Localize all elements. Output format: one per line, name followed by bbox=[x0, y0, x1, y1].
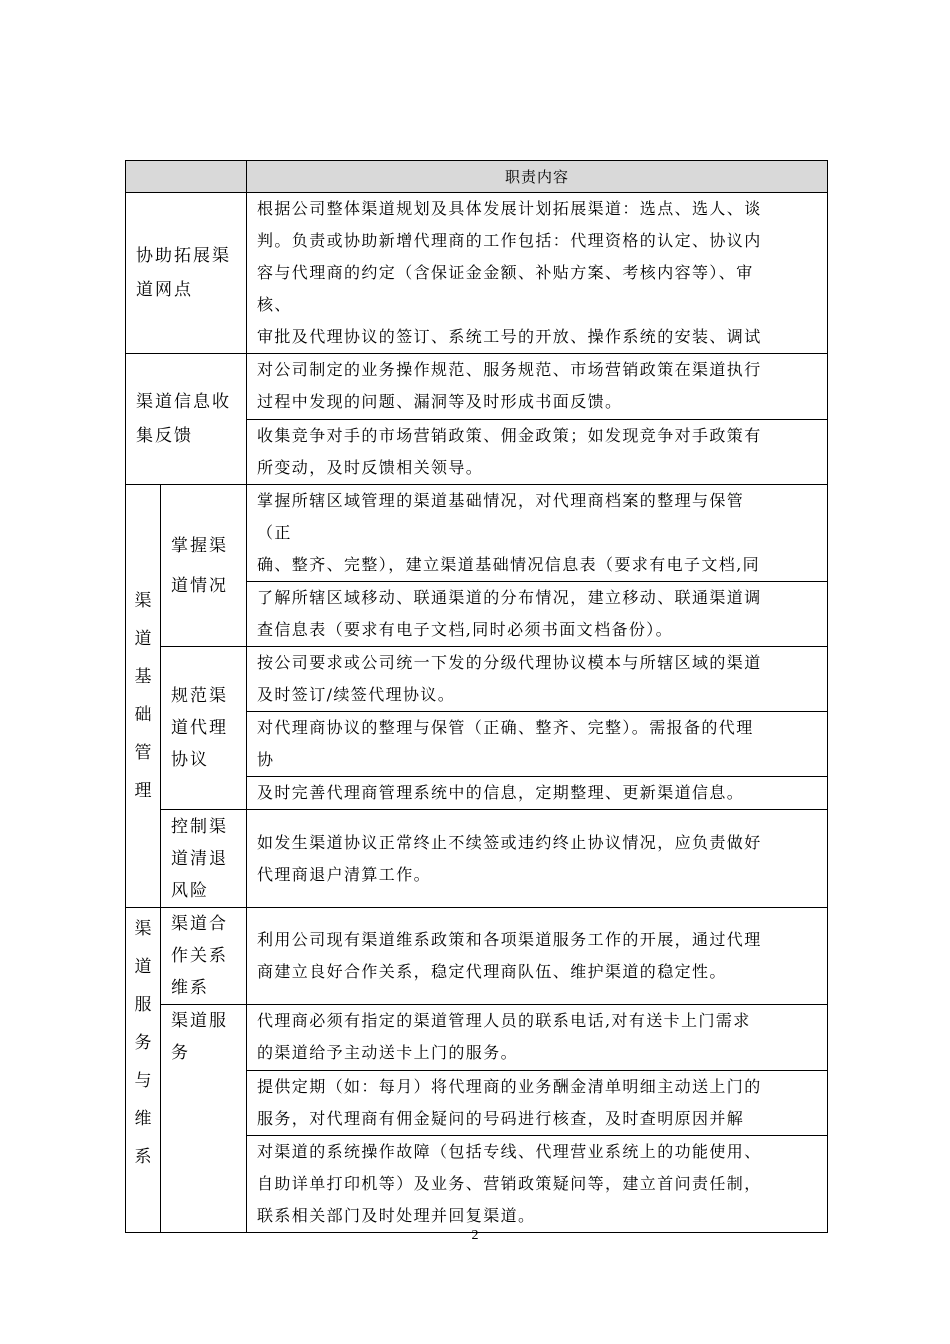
content-cell: 对渠道的系统操作故障（包括专线、代理营业系统上的功能使用、 自助详单打印机等）及业务、营销政策疑问等，建立首问责任制， 联系相关部门及时处理并回复渠道。 bbox=[247, 1136, 828, 1233]
table-header-row bbox=[126, 161, 828, 193]
content-cell: 提供定期（如：每月）将代理商的业务酬金清单明细主动送上门的 服务，对代理商有佣金疑问的号码进行核查，及时查明原因并解 bbox=[247, 1071, 828, 1136]
sub-label-agency-agreement: 规范渠 道代理 协议 bbox=[161, 647, 247, 810]
content-cell: 利用公司现有渠道维系政策和各项渠道服务工作的开展，通过代理 商建立良好合作关系，稳定代理商队伍、维护渠道的稳定性。 bbox=[247, 908, 828, 1005]
table-row bbox=[126, 193, 828, 354]
table-row bbox=[126, 647, 828, 712]
content-cell: 及时完善代理商管理系统中的信息，定期整理、更新渠道信息。 bbox=[247, 777, 828, 810]
row-label-info-feedback: 渠道信息收 集反馈 bbox=[126, 354, 247, 485]
content-cell: 按公司要求或公司统一下发的分级代理协议模本与所辖区域的渠道 及时签订/续签代理协议。 bbox=[247, 647, 828, 712]
group-label-channel-basic-mgmt: 渠 道 基 础 管 理 bbox=[126, 485, 161, 908]
page-number: 2 bbox=[471, 1228, 479, 1243]
table-row bbox=[126, 1005, 828, 1071]
content-cell: 对公司制定的业务操作规范、服务规范、市场营销政策在渠道执行 过程中发现的问题、漏洞等及时形成书面反馈。 bbox=[247, 354, 828, 420]
sub-label-partner-relations: 渠道合 作关系 维系 bbox=[161, 908, 247, 1005]
table-row bbox=[126, 354, 828, 420]
header-title: 职责内容 bbox=[247, 161, 828, 193]
table-row bbox=[126, 908, 828, 1005]
row-label-expand-outlets: 协助拓展渠 道网点 bbox=[126, 193, 247, 354]
table-row bbox=[126, 810, 828, 908]
content-cell: 代理商必须有指定的渠道管理人员的联系电话,对有送卡上门需求 的渠道给予主动送卡上门的服务。 bbox=[247, 1005, 828, 1071]
content-cell: 根据公司整体渠道规划及具体发展计划拓展渠道：选点、选人、谈 判。负责或协助新增代理商的工作包括：代理资格的认定、协议内 容与代理商的约定（含保证金金额、补贴方案、考核内容等）、审 核、 审批及代理协议的签订、系统工号的开放、操作系统的安装、调试 bbox=[247, 193, 828, 354]
sub-label-channel-status: 掌握渠 道情况 bbox=[161, 485, 247, 647]
sub-label-exit-risk: 控制渠 道清退 风险 bbox=[161, 810, 247, 908]
content-cell: 掌握所辖区域管理的渠道基础情况，对代理商档案的整理与保管 （正 确、整齐、完整），建立渠道基础情况信息表（要求有电子文档,同 bbox=[247, 485, 828, 582]
header-blank-cell bbox=[126, 161, 247, 193]
content-cell: 对代理商协议的整理与保管（正确、整齐、完整）。需报备的代理 协 bbox=[247, 712, 828, 777]
duties-table bbox=[125, 160, 828, 1233]
content-cell: 了解所辖区域移动、联通渠道的分布情况，建立移动、联通渠道调 查信息表（要求有电子文档,同时必须书面文档备份）。 bbox=[247, 582, 828, 647]
table-row bbox=[126, 485, 828, 582]
content-cell: 如发生渠道协议正常终止不续签或违约终止协议情况，应负责做好 代理商退户清算工作。 bbox=[247, 810, 828, 908]
sub-label-channel-service: 渠道服 务 bbox=[161, 1005, 247, 1233]
content-cell: 收集竞争对手的市场营销政策、佣金政策；如发现竞争对手政策有 所变动，及时反馈相关领导。 bbox=[247, 420, 828, 485]
group-label-service-maintenance: 渠 道 服 务 与 维 系 bbox=[126, 908, 161, 1233]
